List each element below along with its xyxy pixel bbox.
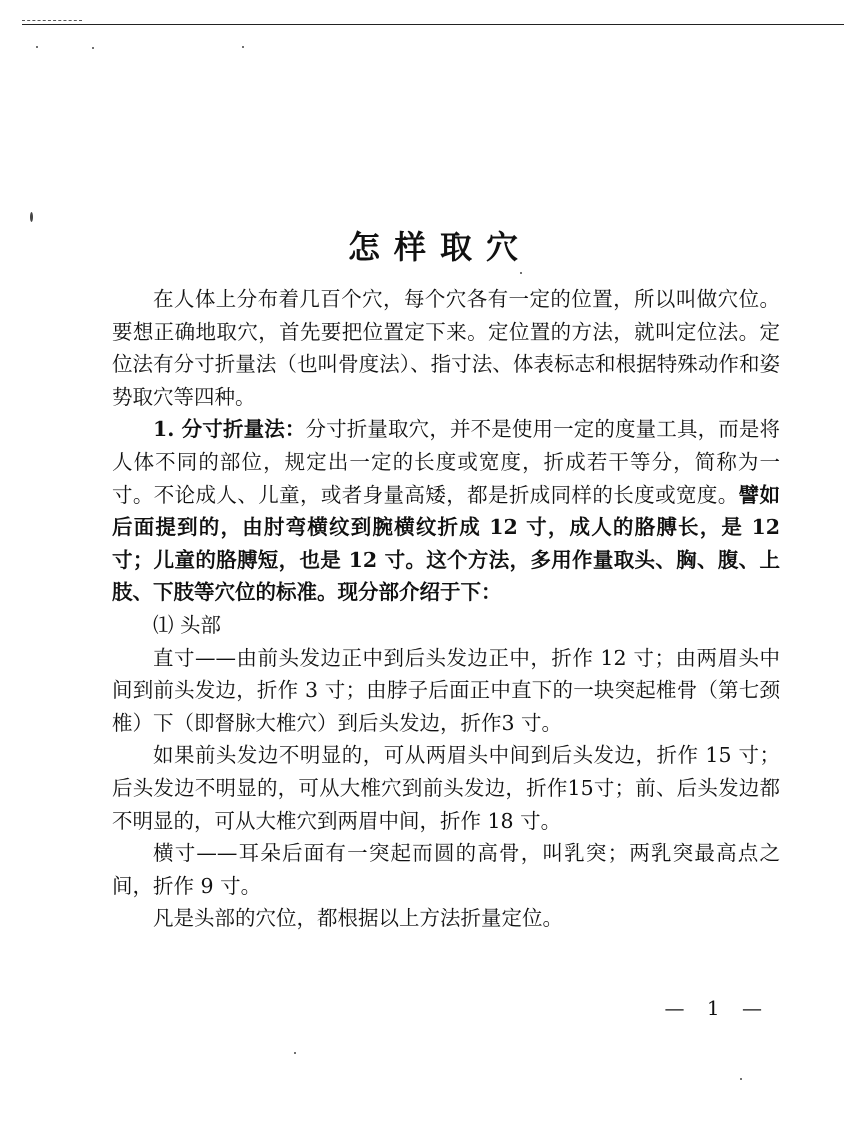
top-dashed-rule — [22, 20, 82, 21]
paragraph-summary: 凡是头部的穴位，都根据以上方法折量定位。 — [153, 906, 563, 931]
scan-speck — [92, 47, 94, 49]
scan-speck — [520, 272, 522, 274]
scan-speck — [740, 1078, 742, 1080]
scan-speck — [242, 46, 244, 48]
paragraph-intro: 在人体上分布着几百个穴，每个穴各有一定的位置，所以叫做穴位。要想正确地取穴，首先要把位置定下来。定位置的方法，就叫定位法。定位法有分寸折量法（也叫骨度法）、指寸法、体表标志和根据特殊动作和姿势取穴等四种。 — [112, 287, 780, 409]
body-text — [112, 283, 780, 935]
subsection-heading: ⑴ 头部 — [153, 612, 222, 637]
paragraph-method-emphasis: 譬如后面提到的，由肘弯横纹到腕横纹折成 12 寸，成人的胳膊长，是 12 寸；儿童的胳膊短，也是 12 寸。这个方法，多用作量取头、胸、腹、上肢、下肢等穴位的标准。现分部介绍于下： — [112, 482, 781, 605]
paragraph-horizontal: 横寸——耳朵后面有一突起而圆的高骨，叫乳突；两乳突最高点之间，折作 9 寸。 — [112, 841, 780, 898]
paragraph-vertical: 直寸——由前头发边正中到后头发边正中，折作 12 寸；由两眉头中间到前头发边，折作 3 寸；由脖子后面正中直下的一块突起椎骨（第七颈椎）下（即督脉大椎穴）到后头发边，折作3 寸。 — [112, 645, 780, 735]
scan-speck — [294, 1052, 296, 1054]
top-rule — [22, 24, 844, 25]
paragraph-alternatives: 如果前头发边不明显的，可从两眉头中间到后头发边，折作 15 寸；后头发边不明显的，可从大椎穴到前头发边，折作15寸；前、后头发边都不明显的，可从大椎穴到两眉中间，折作 18 寸。 — [112, 743, 780, 833]
page-number: — 1 — — [664, 996, 770, 1020]
scan-speck — [30, 212, 33, 222]
paragraph-method-body: 分寸折量取穴，并不是使用一定的度量工具，而是将人体不同的部位，规定出一定的长度或宽度，折成若干等分，简称为一寸。不论成人、儿童，或者身量高矮，都是折成同样的长度或宽度。 — [112, 417, 780, 507]
section-heading: 1. 分寸折量法： — [153, 417, 306, 442]
paragraph-method — [112, 413, 780, 609]
page-title: 怎样取穴 — [347, 228, 532, 266]
scan-speck — [36, 46, 38, 48]
